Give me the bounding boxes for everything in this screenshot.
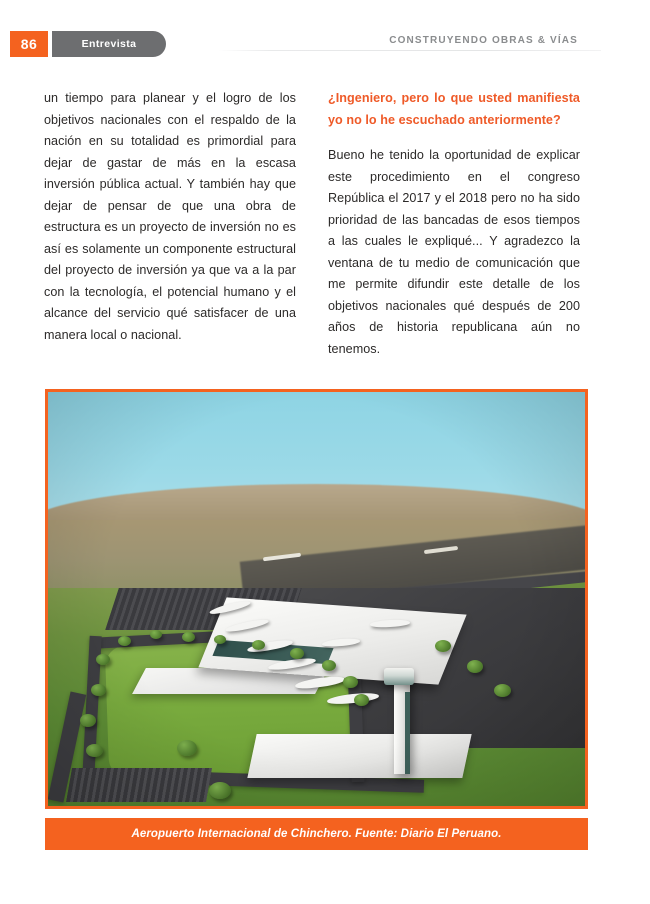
tree xyxy=(252,640,265,650)
tree xyxy=(467,660,483,673)
airport-render-image xyxy=(45,389,588,809)
paragraph-left-1: un tiempo para planear y el logro de los objetivos nacionales con el respaldo de la nación en su totalidad es primordial para dejar de gastar de más en la escasa inversión pública actual. Y también hay que dejar de pensar de que una obra de estructura es un proyecto de inversión no es así es solamente un componente estructural del proyecto de inversión ya que va a la par con la tecnología, el potencial humano y el alcance del servicio qué satisfacer de una manera local o nacional. xyxy=(44,91,296,342)
tree xyxy=(150,630,162,639)
figure-caption-bar xyxy=(45,818,588,850)
section-tab-entrevista: Entrevista xyxy=(52,31,166,57)
tree xyxy=(86,744,103,757)
tower-base-building xyxy=(247,734,471,778)
tree xyxy=(494,684,511,697)
text-column-left xyxy=(44,88,296,358)
tree xyxy=(290,648,304,659)
magazine-title: CONSTRUYENDO OBRAS & VÍAS xyxy=(389,35,578,46)
parking-lot xyxy=(66,768,212,802)
page-number-badge: 86 xyxy=(10,31,48,57)
paragraph-right-1: Bueno he tenido la oportunidad de explicar este procedimiento en el congreso República el 2017 y el 2018 pero no ha sido prioridad de las bancadas de esos tiempos a las cuales le expliqué... Y agradezco la ventana de tu medio de comunicación que me permite difundir este detalle de los objetivos nacionales qué después de 200 años de historia republicana aún no tenemos. xyxy=(328,148,580,356)
tree xyxy=(435,640,451,652)
tree xyxy=(91,684,106,696)
tree xyxy=(118,636,131,646)
figure-block xyxy=(45,389,588,850)
control-tower-stripe xyxy=(405,692,410,774)
interview-question: ¿Ingeniero, pero lo que usted manifiesta yo no lo he escuchado anteriormente? xyxy=(328,91,580,127)
tree xyxy=(322,660,336,671)
header-divider-rule xyxy=(218,50,601,51)
tree xyxy=(354,694,369,706)
tree xyxy=(209,782,231,799)
tree xyxy=(177,740,197,756)
control-tower-cab xyxy=(384,668,414,685)
text-column-right xyxy=(328,88,580,372)
figure-caption-text: Aeropuerto Internacional de Chinchero. Fuente: Diario El Peruano. xyxy=(131,828,502,840)
page-header xyxy=(0,31,650,59)
